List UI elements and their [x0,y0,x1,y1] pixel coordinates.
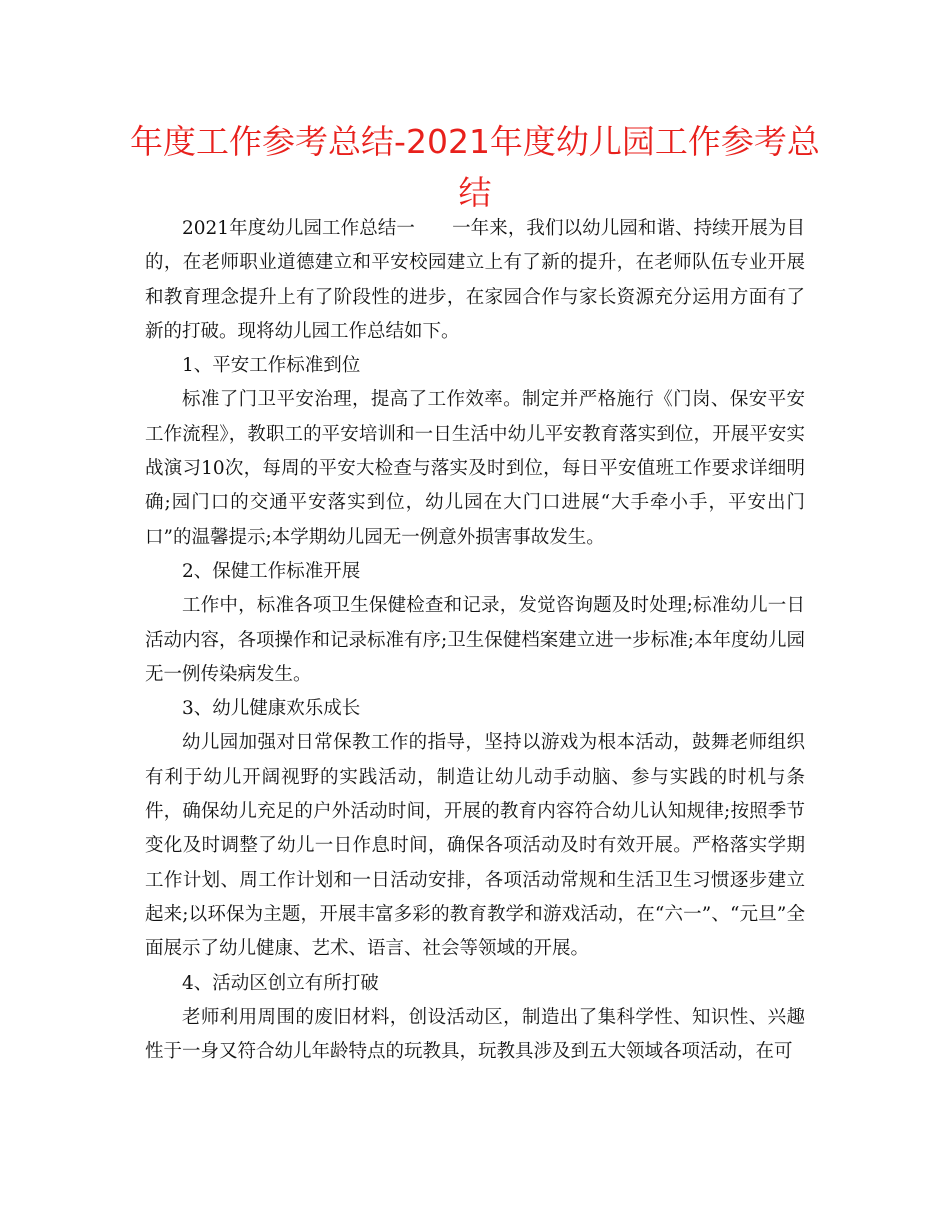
section-heading-safety: 1、平安工作标准到位 [182,355,361,377]
section-heading-child-growth: 3、幼儿健康欢乐成长 [182,698,361,720]
child-growth-paragraph: 幼儿园加强对日常保教工作的指导，坚持以游戏为根本活动，鼓舞老师组织有利于幼儿开阔视野的实践活动，制造让幼儿动手动脑、参与实践的时机与条件，确保幼儿充足的户外活动时间，开展的教育内容符合幼儿认知规律;按照季节变化及时调整了幼儿一日作息时间，确保各项活动及时有效开展。严格落实学期工作计划、周工作计划和一日活动安排，各项活动常规和生活卫生习惯逐步建立起来;以环保为主题，开展丰富多彩的教育教学和游戏活动，在“六一”、“元旦”全面展示了幼儿健康、艺术、语言、社会等领域的开展。 [145,732,805,960]
section-heading-activity-area: 4、活动区创立有所打破 [182,972,379,994]
activity-area-paragraph: 老师利用周围的废旧材料，创设活动区，制造出了集科学性、知识性、兴趣性于一身又符合幼儿年龄特点的玩教具，玩教具涉及到五大领域各项活动，在可 [145,1006,805,1063]
document-title: 年度工作参考总结-2021年度幼儿园工作参考总结 [130,122,820,212]
safety-paragraph: 标准了门卫平安治理，提高了工作效率。制定并严格施行《门岗、保安平安工作流程》，教职工的平安培训和一日生活中幼儿平安教育落实到位，开展平安实战演习10次，每周的平安大检查与落实及时到位，每日平安值班工作要求详细明确;园门口的交通平安落实到位，幼儿园在大门口进展“大手牵小手，平安出门口”的温馨提示;本学期幼儿园无一例意外损害事故发生。 [145,389,805,548]
document-body [145,212,805,1069]
health-care-paragraph: 工作中，标准各项卫生保健检查和记录，发觉咨询题及时处理;标准幼儿一日活动内容，各项操作和记录标准有序;卫生保健档案建立进一步标准;本年度幼儿园无一例传染病发生。 [145,595,805,685]
section-heading-health-care: 2、保健工作标准开展 [182,560,361,582]
intro-paragraph: 2021年度幼儿园工作总结一 一年来，我们以幼儿园和谐、持续开展为目的，在老师职业道德建立和平安校园建立上有了新的提升，在老师队伍专业开展和教育理念提升上有了阶段性的进步，在家园合作与家长资源充分运用方面有了新的打破。现将幼儿园工作总结如下。 [145,218,805,342]
